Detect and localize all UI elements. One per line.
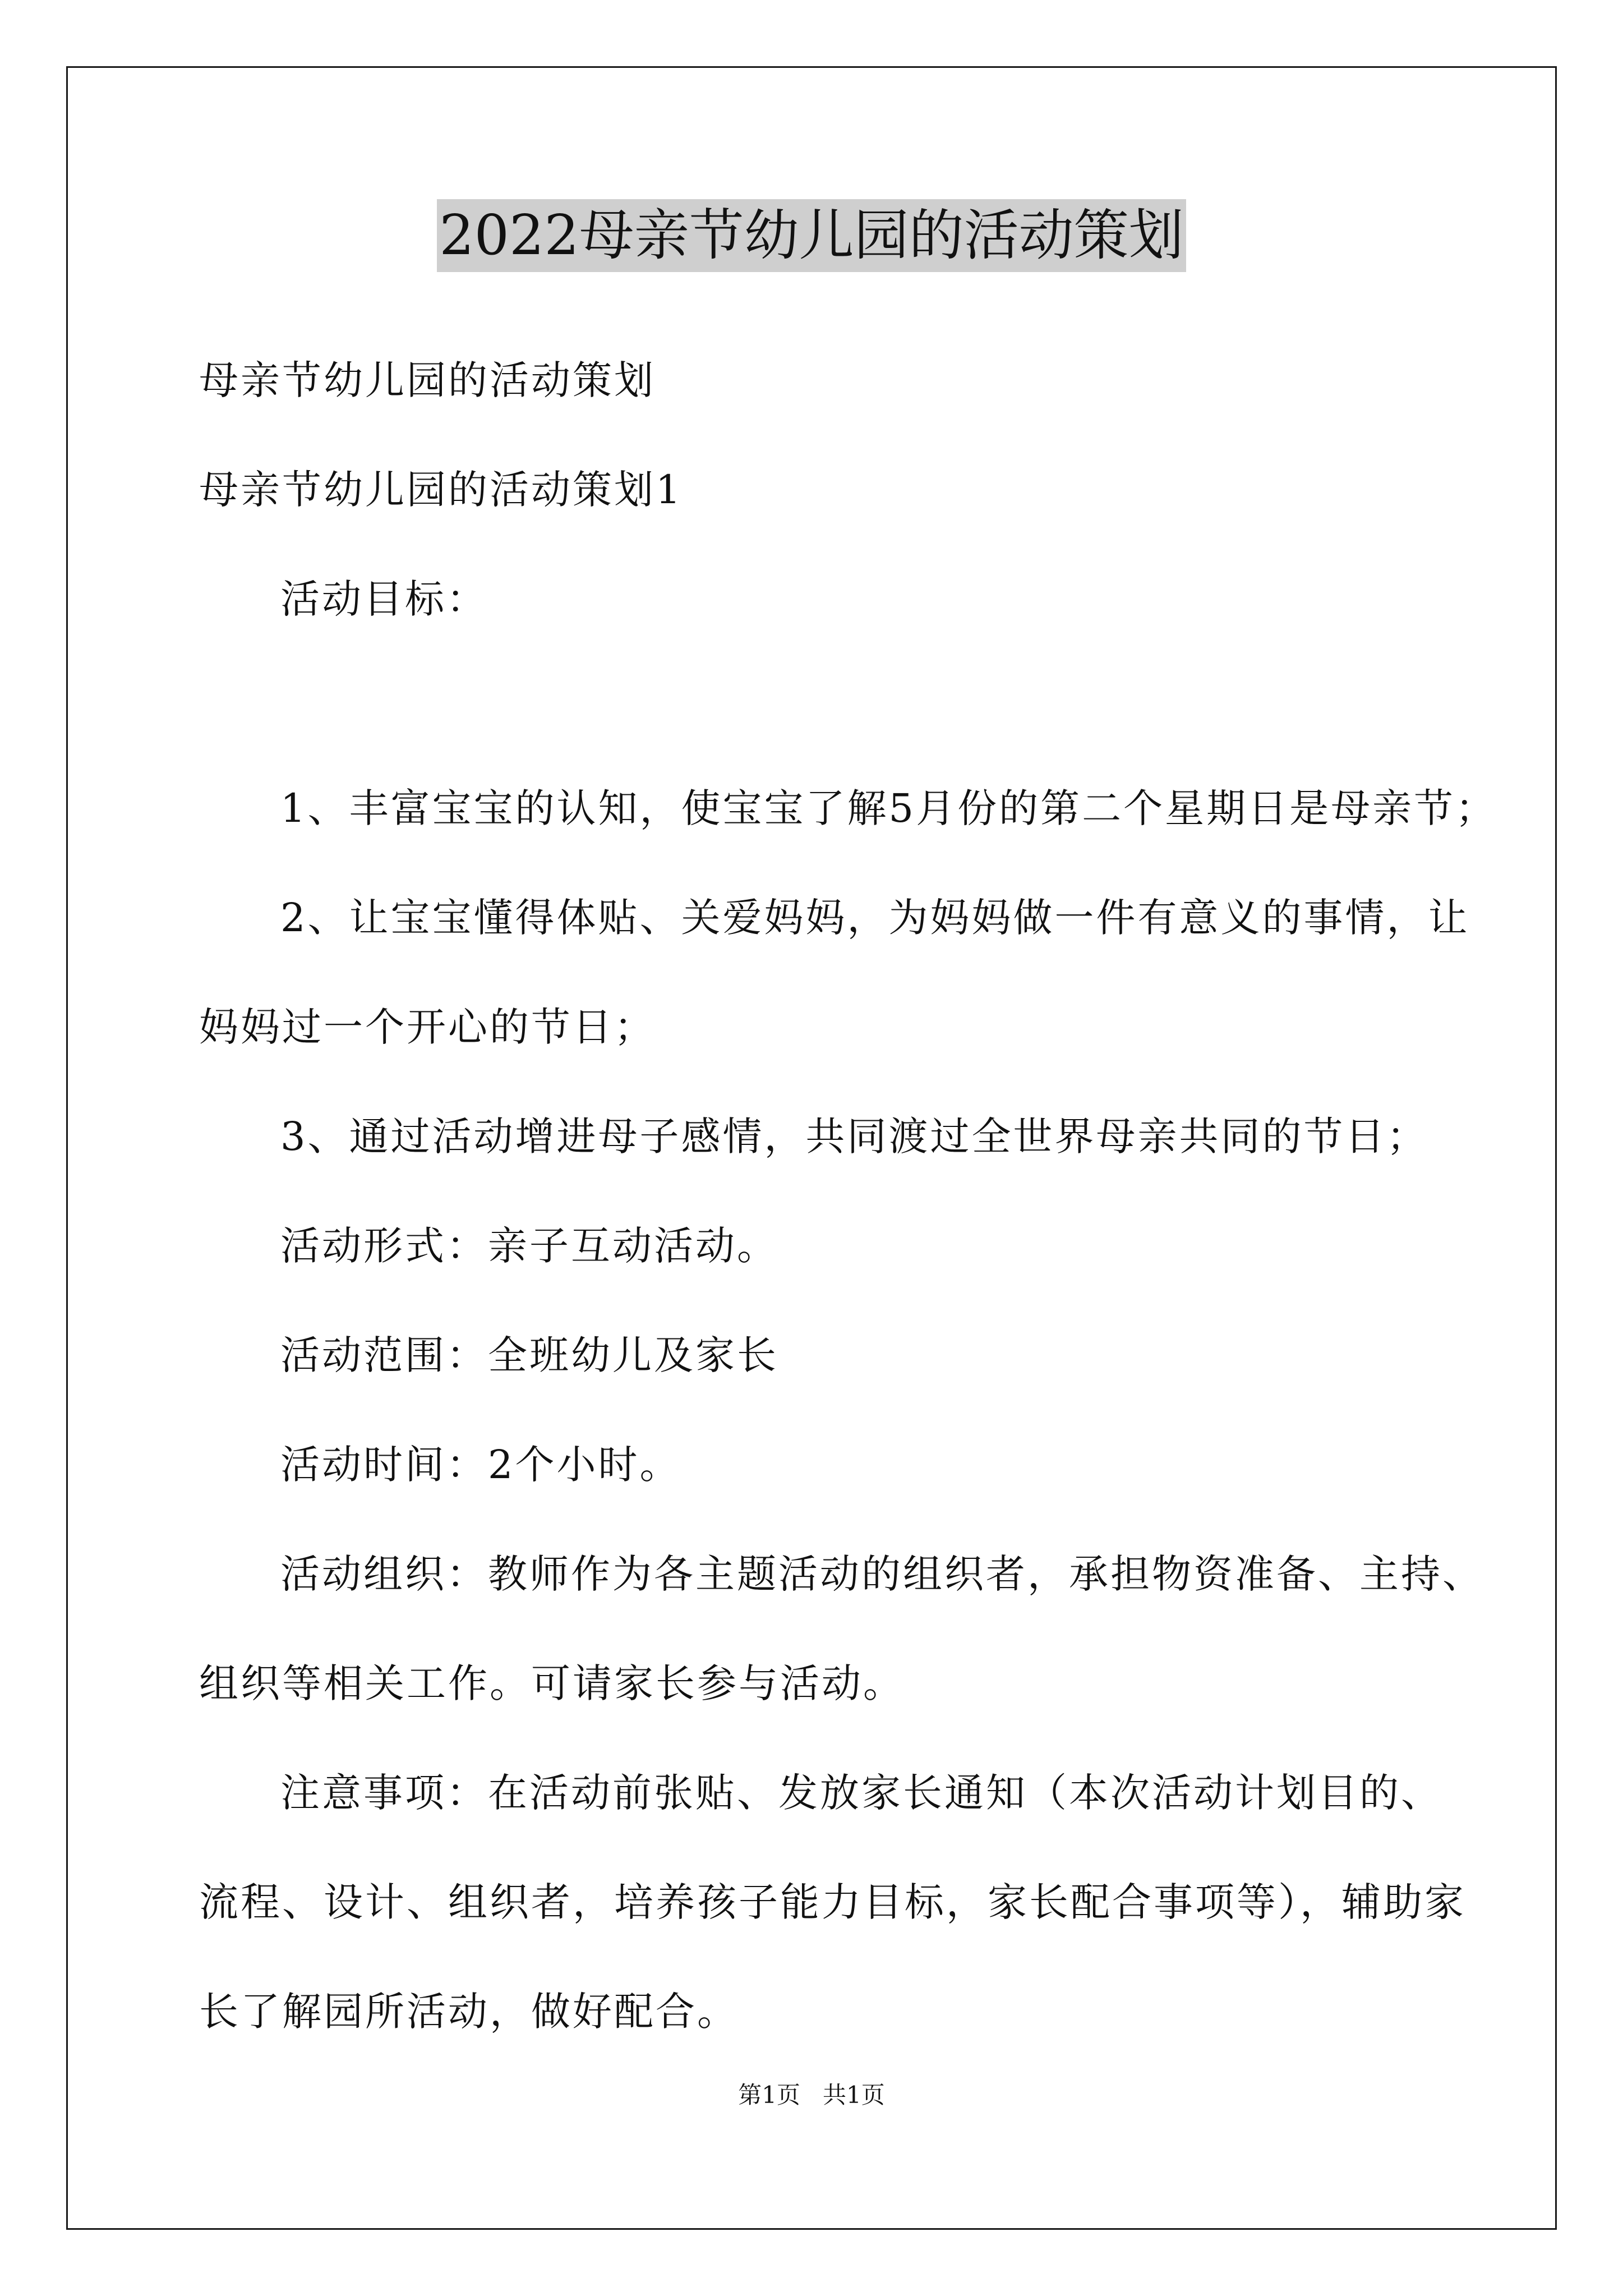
paragraph-line: 活动组织：教师作为各主题活动的组织者，承担物资准备、主持、 <box>280 1551 1484 1597</box>
paragraph-line: 长了解园所活动，做好配合。 <box>199 1989 739 2035</box>
paragraph-line: 2、让宝宝懂得体贴、关爱妈妈，为妈妈做一件有意义的事情，让 <box>280 895 1470 941</box>
document-title-text: 2022母亲节幼儿园的活动策划 <box>437 199 1186 272</box>
paragraph-line: 活动目标： <box>280 576 488 622</box>
paragraph-line: 活动时间：2个小时。 <box>280 1442 681 1488</box>
paragraph-line: 活动范围：全班幼儿及家长 <box>280 1332 778 1378</box>
section-heading: 母亲节幼儿园的活动策划1 <box>199 467 683 513</box>
page-number-footer: 第1页 共1页 <box>738 2081 885 2109</box>
paragraph-line: 流程、设计、组织者，培养孩子能力目标，家长配合事项等），辅助家 <box>199 1879 1466 1925</box>
paragraph-line: 活动形式：亲子互动活动。 <box>280 1223 778 1269</box>
subtitle-line: 母亲节幼儿园的活动策划 <box>199 357 656 403</box>
paragraph-line: 1、丰富宝宝的认知，使宝宝了解5月份的第二个星期日是母亲节； <box>280 785 1497 831</box>
paragraph-line: 注意事项：在活动前张贴、发放家长通知（本次活动计划目的、 <box>280 1770 1442 1816</box>
paragraph-line: 组织等相关工作。可请家长参与活动。 <box>199 1660 905 1706</box>
document-title <box>0 194 1623 278</box>
paragraph-line: 妈妈过一个开心的节日； <box>199 1004 656 1050</box>
paragraph-line: 3、通过活动增进母子感情，共同渡过全世界母亲共同的节日； <box>280 1114 1428 1159</box>
